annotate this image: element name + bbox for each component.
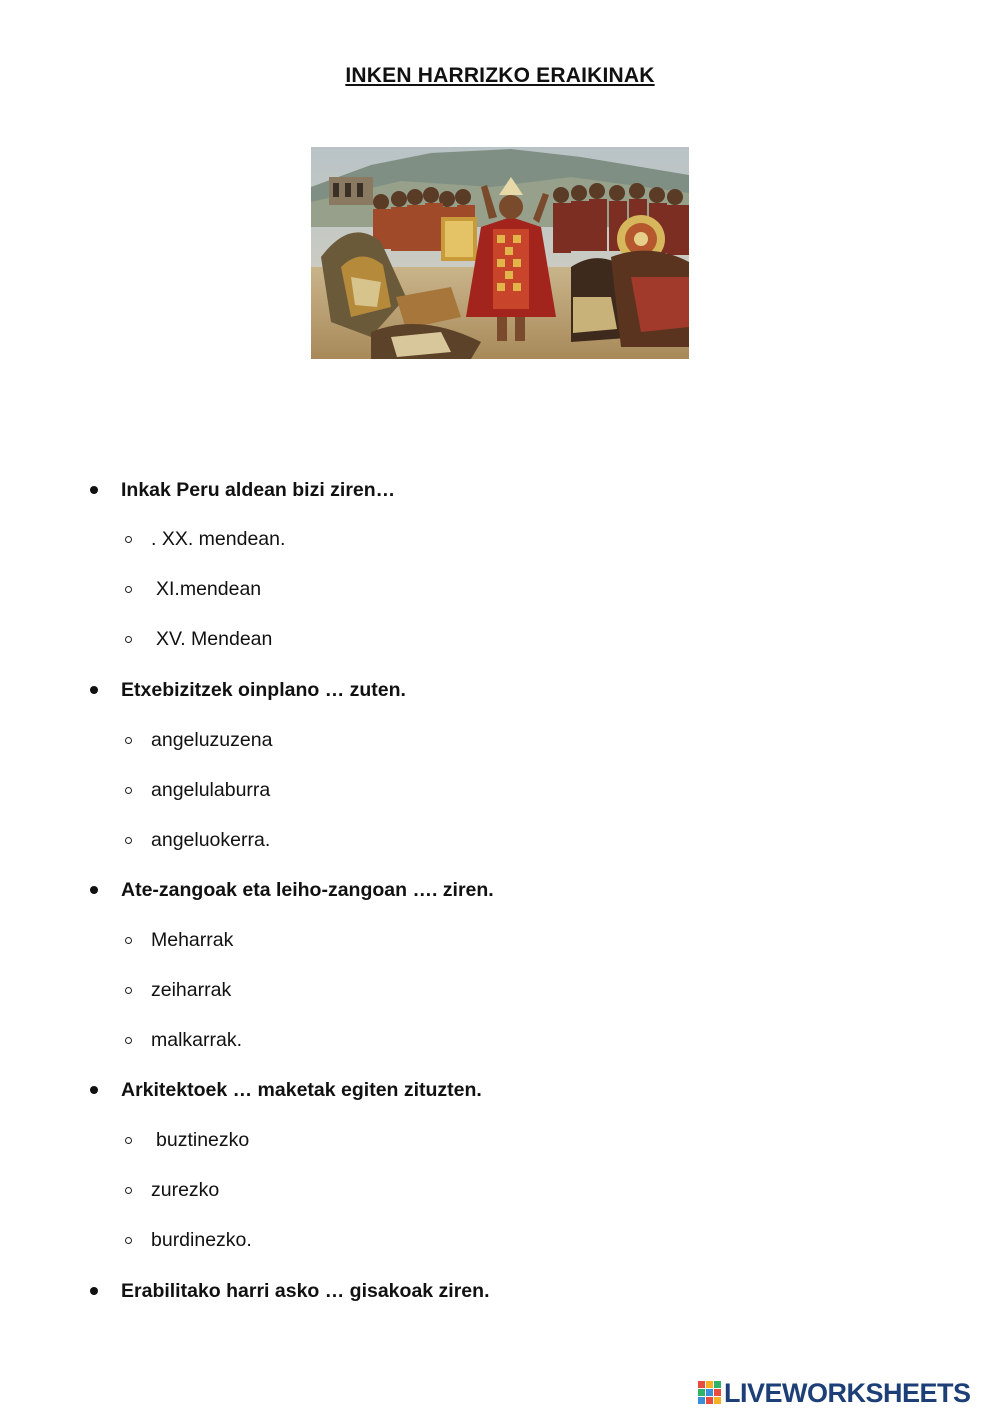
circle-bullet-icon — [125, 1187, 132, 1194]
option-text: XI.mendean — [156, 578, 262, 600]
option-1-1[interactable] — [151, 527, 285, 551]
option-text: XV. Mendean — [156, 628, 273, 650]
question-5 — [121, 1279, 489, 1303]
option-3-1[interactable] — [151, 928, 233, 952]
circle-bullet-icon — [125, 787, 132, 794]
bullet-icon — [90, 686, 98, 694]
inca-painting-image — [311, 147, 689, 359]
question-text: Inkak Peru aldean bizi ziren… — [121, 479, 396, 501]
option-text: angeluokerra. — [151, 829, 271, 851]
option-4-1[interactable] — [156, 1128, 249, 1152]
question-3 — [121, 878, 494, 902]
circle-bullet-icon — [125, 1037, 132, 1044]
question-2 — [121, 678, 406, 702]
bullet-icon — [90, 1086, 98, 1094]
option-text: malkarrak. — [151, 1029, 243, 1051]
question-4 — [121, 1078, 482, 1102]
bullet-icon — [90, 886, 98, 894]
liveworksheets-logo — [698, 1378, 971, 1408]
question-text: Ate-zangoak eta leiho-zangoan …. ziren. — [121, 879, 494, 901]
option-text: zeiharrak — [151, 979, 232, 1001]
circle-bullet-icon — [125, 586, 132, 593]
circle-bullet-icon — [125, 837, 132, 844]
option-2-3[interactable] — [151, 828, 270, 852]
worksheet-title: INKEN HARRIZKO ERAIKINAK — [345, 64, 655, 87]
liveworksheets-logo-icon — [698, 1381, 722, 1405]
option-text: zurezko — [151, 1179, 220, 1201]
bullet-icon — [90, 486, 98, 494]
option-text: . XX. mendean. — [151, 528, 286, 550]
option-text: angelulaburra — [151, 779, 271, 801]
option-1-2[interactable] — [156, 577, 261, 601]
question-1 — [121, 478, 395, 502]
circle-bullet-icon — [125, 737, 132, 744]
option-text: angeluzuzena — [151, 729, 273, 751]
option-2-2[interactable] — [151, 778, 270, 802]
option-3-3[interactable] — [151, 1028, 242, 1052]
bullet-icon — [90, 1287, 98, 1295]
question-text: Erabilitako harri asko … gisakoak ziren. — [121, 1280, 490, 1302]
circle-bullet-icon — [125, 636, 132, 643]
logo-text: LIVEWORKSHEETS — [724, 1377, 971, 1408]
option-1-3[interactable] — [156, 627, 272, 651]
circle-bullet-icon — [125, 937, 132, 944]
option-3-2[interactable] — [151, 978, 231, 1002]
option-2-1[interactable] — [151, 728, 272, 752]
option-4-2[interactable] — [151, 1178, 219, 1202]
circle-bullet-icon — [125, 1137, 132, 1144]
option-text: Meharrak — [151, 929, 234, 951]
circle-bullet-icon — [125, 987, 132, 994]
option-text: buztinezko — [156, 1129, 250, 1151]
circle-bullet-icon — [125, 536, 132, 543]
option-text: burdinezko. — [151, 1229, 252, 1251]
circle-bullet-icon — [125, 1237, 132, 1244]
question-text: Etxebizitzek oinplano … zuten. — [121, 679, 406, 701]
option-4-3[interactable] — [151, 1228, 252, 1252]
question-text: Arkitektoek … maketak egiten zituzten. — [121, 1079, 482, 1101]
